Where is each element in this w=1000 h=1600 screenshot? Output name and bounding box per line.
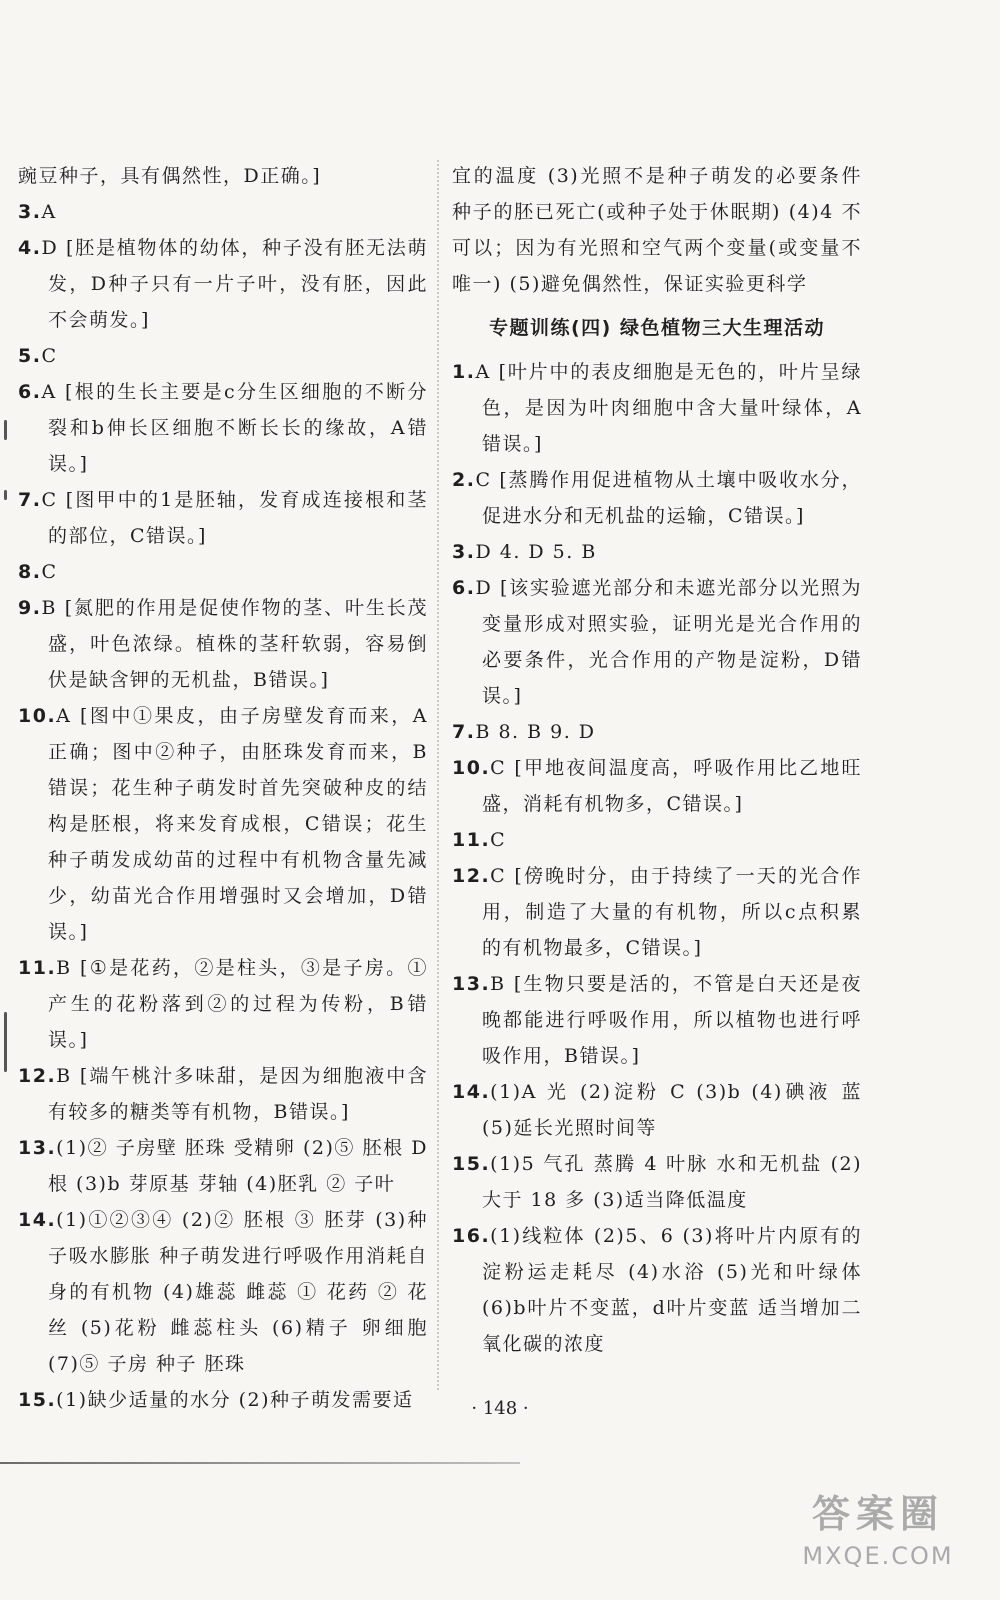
answer-text: C [傍晚时分，由于持续了一天的光合作用，制造了大量的有机物，所以c点积累的有机物最多，C错误。] xyxy=(482,865,862,959)
answer-item xyxy=(452,750,862,822)
answer-number: 3. xyxy=(18,201,42,223)
answer-text: B [生物只要是活的，不管是白天还是夜晚都能进行呼吸作用，所以植物也进行呼吸作用，B错误。] xyxy=(482,973,862,1067)
answer-item xyxy=(452,354,862,462)
answer-item xyxy=(18,482,428,554)
answer-number: 7. xyxy=(452,721,476,743)
answer-item xyxy=(452,1218,862,1362)
answer-item xyxy=(452,534,862,570)
answer-number: 6. xyxy=(18,381,42,403)
answer-number: 1. xyxy=(452,361,476,383)
answer-number: 14. xyxy=(18,1209,57,1231)
answer-text: (1)缺少适量的水分 (2)种子萌发需要适 xyxy=(56,1389,414,1411)
answer-text: C [蒸腾作用促进植物从土壤中吸收水分，促进水分和无机盐的运输，C错误。] xyxy=(475,469,862,527)
answer-number: 6. xyxy=(452,577,476,599)
section-heading: 专题训练(四) 绿色植物三大生理活动 xyxy=(489,317,825,339)
answer-text: (1)线粒体 (2)5、6 (3)将叶片内原有的淀粉运走耗尽 (4)水浴 (5)光和叶绿体 (6)b叶片不变蓝，d叶片变蓝 适当增加二氧化碳的浓度 xyxy=(482,1225,862,1355)
answer-text: 豌豆种子，具有偶然性，D正确。] xyxy=(18,165,322,187)
answer-number: 13. xyxy=(18,1137,57,1159)
answer-number: 12. xyxy=(452,865,491,887)
answer-text: C xyxy=(41,561,58,583)
answer-item xyxy=(18,338,428,374)
answer-number: 3. xyxy=(452,541,476,563)
answer-item xyxy=(452,822,862,858)
scan-mark xyxy=(4,1012,7,1072)
answer-item xyxy=(18,950,428,1058)
answer-text: A xyxy=(41,201,57,223)
answer-item xyxy=(18,1202,428,1382)
answer-text: A [图中①果皮，由子房壁发育而来，A正确；图中②种子，由胚珠发育而来，B错误；花生种子萌发时首先突破种皮的结构是胚根，将来发育成根，C错误；花生种子萌发成幼苗的过程中有机物含量先减少，幼苗光合作用增强时又会增加，D错误。] xyxy=(48,705,428,943)
answer-number: 12. xyxy=(18,1065,57,1087)
answer-text: C xyxy=(490,829,507,851)
right-column xyxy=(452,158,862,1362)
answer-item xyxy=(18,554,428,590)
answer-number: 7. xyxy=(18,489,42,511)
watermark-domain: MXQE.COM xyxy=(802,1542,954,1570)
answer-item xyxy=(452,570,862,714)
answer-item xyxy=(18,590,428,698)
answer-number: 5. xyxy=(18,345,42,367)
answer-text: D 4. D 5. B xyxy=(475,541,597,563)
answer-item xyxy=(452,966,862,1074)
answer-text: C xyxy=(41,345,58,367)
answer-text: B 8. B 9. D xyxy=(475,721,596,743)
answer-number: 8. xyxy=(18,561,42,583)
answer-number: 15. xyxy=(18,1389,57,1411)
answer-item xyxy=(452,158,862,302)
column-divider xyxy=(437,160,439,1390)
answer-text: D [该实验遮光部分和未遮光部分以光照为变量形成对照实验，证明光是光合作用的必要条件，光合作用的产物是淀粉，D错误。] xyxy=(475,577,862,707)
left-column xyxy=(18,158,428,1418)
answer-text: A [叶片中的表皮细胞是无色的，叶片呈绿色，是因为叶肉细胞中含大量叶绿体，A错误。] xyxy=(475,361,862,455)
answer-text: (1)② 子房壁 胚珠 受精卵 (2)⑤ 胚根 D 根 (3)b 芽原基 芽轴 (4)胚乳 ② 子叶 xyxy=(48,1137,428,1195)
answer-text: B [①是花药，②是柱头，③是子房。①产生的花粉落到②的过程为传粉，B错误。] xyxy=(48,957,428,1051)
answer-item xyxy=(452,858,862,966)
answer-text: 宜的温度 (3)光照不是种子萌发的必要条件 种子的胚已死亡(或种子处于休眠期) (4)4 不可以；因为有光照和空气两个变量(或变量不唯一) (5)避免偶然性，保证实验更科学 xyxy=(452,165,862,295)
answer-text: B [氮肥的作用是促使作物的茎、叶生长茂盛，叶色浓绿。植株的茎秆软弱，容易倒伏是缺含钾的无机盐，B错误。] xyxy=(41,597,428,691)
answer-number: 11. xyxy=(452,829,491,851)
answer-item xyxy=(18,1058,428,1130)
answer-item xyxy=(18,194,428,230)
answer-item xyxy=(452,462,862,534)
answer-number: 14. xyxy=(452,1081,491,1103)
answer-number: 11. xyxy=(18,957,57,979)
answer-number: 4. xyxy=(18,237,42,259)
answer-number: 15. xyxy=(452,1153,491,1175)
answer-item xyxy=(18,1130,428,1202)
answer-text: B [端午桃汁多味甜，是因为细胞液中含有较多的糖类等有机物，B错误。] xyxy=(48,1065,428,1123)
watermark-text: 答案圈 xyxy=(811,1492,944,1536)
answer-item xyxy=(452,714,862,750)
scan-mark xyxy=(4,490,7,500)
answer-item xyxy=(18,698,428,950)
answer-item xyxy=(18,374,428,482)
answer-number: 10. xyxy=(18,705,57,727)
answer-text: (1)A 光 (2)淀粉 C (3)b (4)碘液 蓝 (5)延长光照时间等 xyxy=(482,1081,862,1139)
page-number: · 148 · xyxy=(471,1398,529,1419)
answer-text: (1)5 气孔 蒸腾 4 叶脉 水和无机盐 (2)大于 18 多 (3)适当降低温度 xyxy=(482,1153,862,1211)
bottom-rule xyxy=(0,1462,520,1464)
watermark-logo xyxy=(778,1488,978,1580)
answer-text: (1)①②③④ (2)② 胚根 ③ 胚芽 (3)种子吸水膨胀 种子萌发进行呼吸作用消耗自身的有机物 (4)雄蕊 雌蕊 ① 花药 ② 花丝 (5)花粉 雌蕊柱头 (6)精子 卵细胞 (7)⑤ 子房 种子 胚珠 xyxy=(48,1209,428,1375)
answer-item xyxy=(452,1074,862,1146)
answer-text: C [图甲中的1是胚轴，发育成连接根和茎的部位，C错误。] xyxy=(41,489,428,547)
answer-number: 13. xyxy=(452,973,491,995)
answer-text: C [甲地夜间温度高，呼吸作用比乙地旺盛，消耗有机物多，C错误。] xyxy=(482,757,862,815)
answer-item xyxy=(452,1146,862,1218)
answer-number: 16. xyxy=(452,1225,491,1247)
answer-text: D [胚是植物体的幼体，种子没有胚无法萌发，D种子只有一片子叶，没有胚，因此不会萌发。] xyxy=(41,237,428,331)
scan-mark xyxy=(4,420,7,440)
answer-number: 9. xyxy=(18,597,42,619)
answer-text: A [根的生长主要是c分生区细胞的不断分裂和b伸长区细胞不断长长的缘故，A错误。] xyxy=(41,381,428,475)
answer-item xyxy=(18,230,428,338)
answer-number: 2. xyxy=(452,469,476,491)
answer-item xyxy=(18,158,428,194)
answer-number: 10. xyxy=(452,757,491,779)
